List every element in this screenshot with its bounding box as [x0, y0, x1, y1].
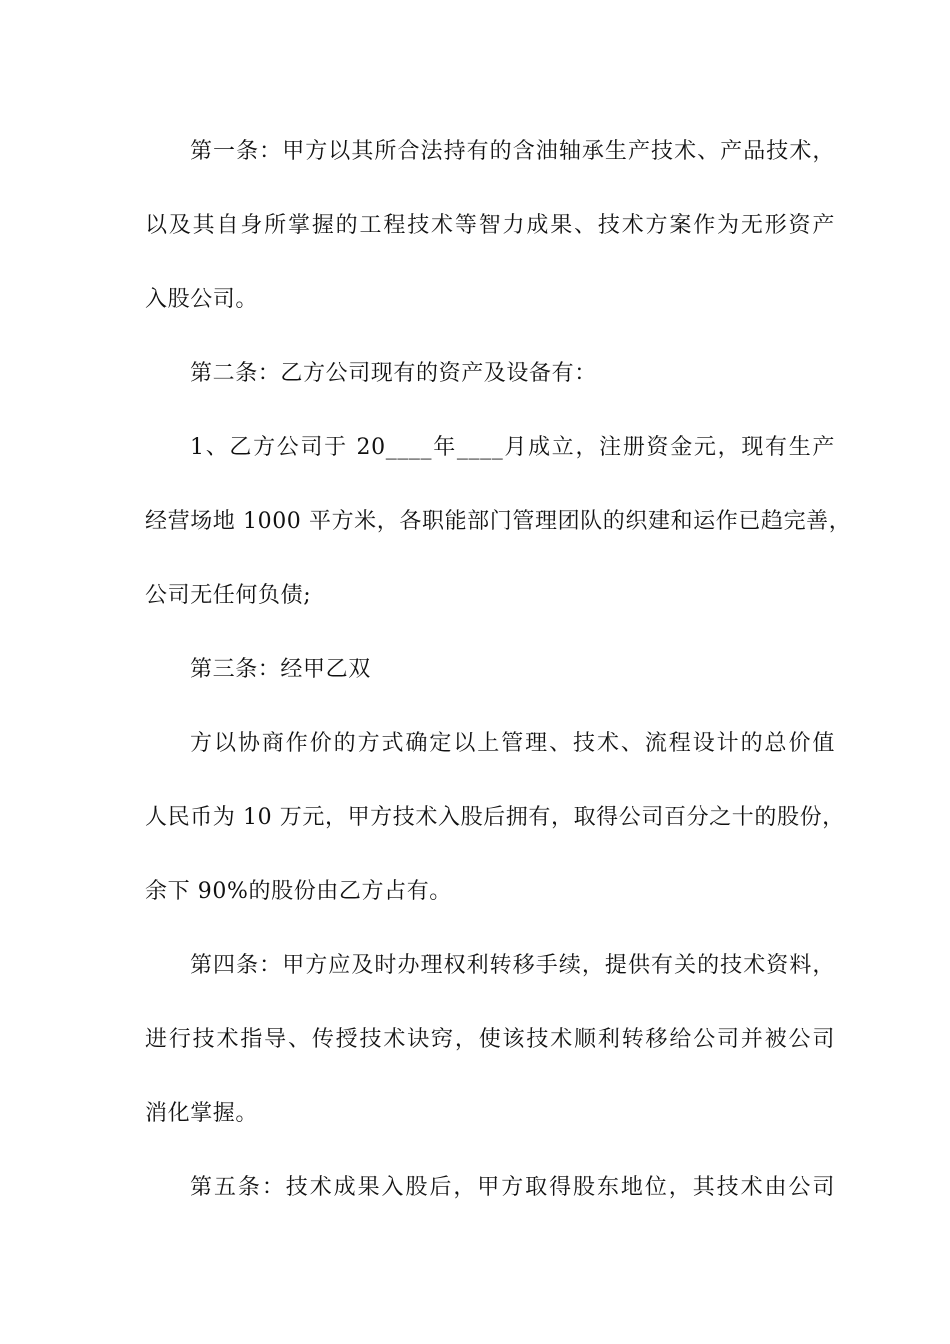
article-2-line-1: 第二条：乙方公司现有的资产及设备有： — [190, 361, 597, 386]
article-2-item-1-line-2: 经营场地 1000 平方米，各职能部门管理团队的织建和运作已趋完善， — [145, 509, 852, 534]
article-2-item-1-line-3: 公司无任何负债; — [145, 583, 312, 608]
article-4-line-3: 消化掌握。 — [145, 1101, 259, 1126]
article-3-line-1: 第三条：经甲乙双 — [190, 657, 371, 682]
article-5-line-1: 第五条：技术成果入股后，甲方取得股东地位，其技术由公司 — [190, 1175, 835, 1200]
article-1-line-1: 第一条：甲方以其所合法持有的含油轴承生产技术、产品技术， — [190, 139, 835, 164]
article-4-line-1: 第四条：甲方应及时办理权利转移手续，提供有关的技术资料， — [190, 953, 835, 978]
article-1-line-2: 以及其自身所掌握的工程技术等智力成果、技术方案作为无形资产 — [145, 213, 835, 238]
article-4-line-2: 进行技术指导、传授技术诀窍，使该技术顺利转移给公司并被公司 — [145, 1027, 835, 1052]
article-2-item-1-line-1: 1、乙方公司于 20____年____月成立，注册资金元，现有生产 — [190, 435, 835, 460]
article-3-line-3: 人民币为 10 万元，甲方技术入股后拥有，取得公司百分之十的股份， — [145, 805, 845, 830]
article-3-line-2: 方以协商作价的方式确定以上管理、技术、流程设计的总价值 — [190, 731, 835, 756]
article-1-line-3: 入股公司。 — [145, 287, 259, 312]
article-3-line-4: 余下 90%的股份由乙方占有。 — [145, 879, 452, 904]
